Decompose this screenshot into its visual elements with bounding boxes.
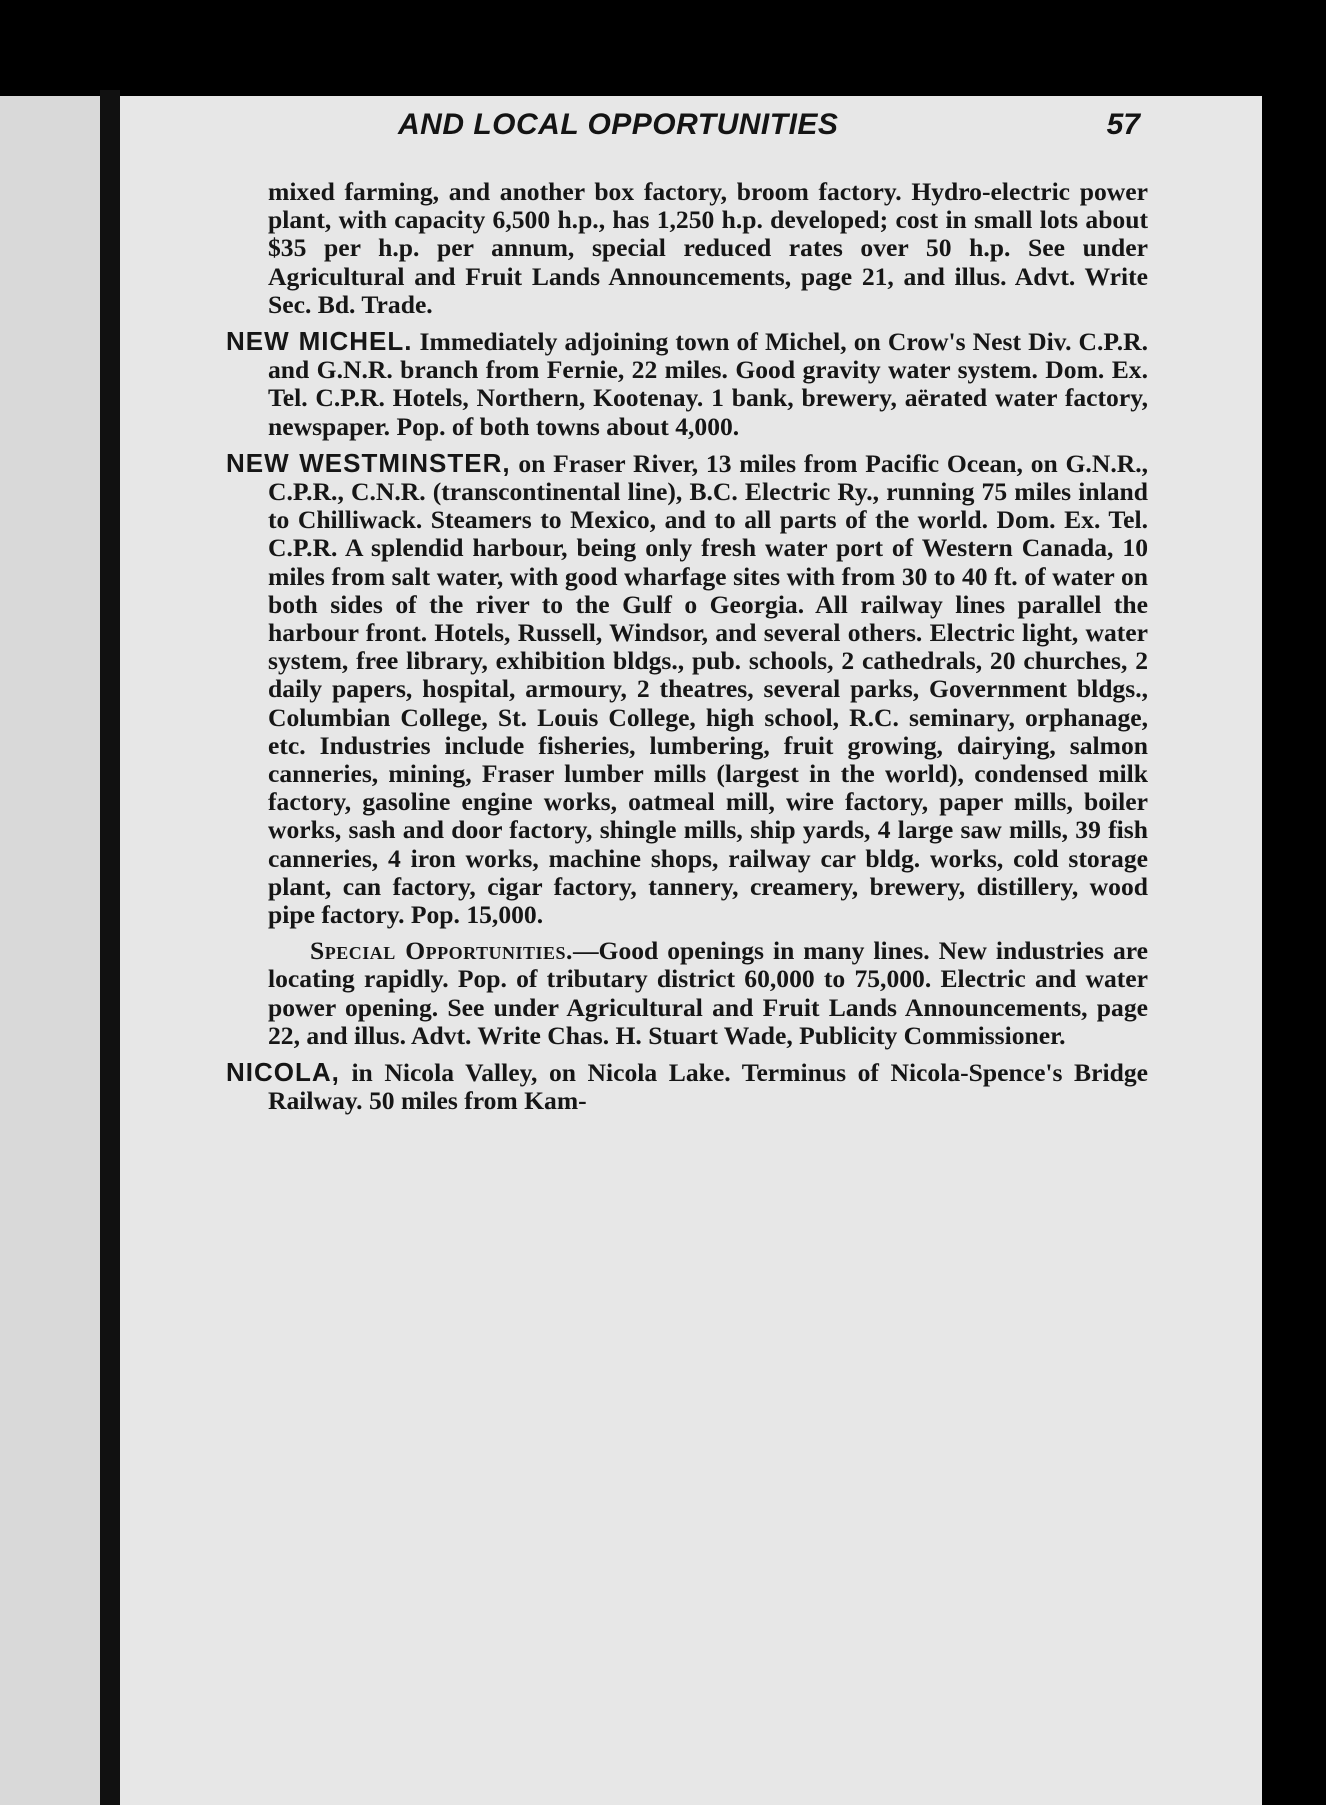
running-header (300, 108, 1140, 158)
entry-text: on Fraser River, 13 miles from Pacific Ocean, on G.N.R., C.P.R., C.N.R. (transcontinental line), B.C. Electric Ry., running 75 miles inland to Chilliwack. Steamers to Mexico, and to all parts of the world. Dom. Ex. Tel. C.P.R. A splendid harbour, being only fresh water port of Western Canada, 10 miles from salt water, with good wharfage sites with from 30 to 40 ft. of water on both sides of the river to the Gulf o Georgia. All railway lines parallel the harbour front. Hotels, Russell, Windsor, and several others. Electric light, water system, free library, exhibition bldgs., pub. schools, 2 cathedrals, 20 churches, 2 daily papers, hospital, armoury, 2 theatres, several parks, Government bldgs., Columbian College, St. Louis College, high school, R.C. seminary, orphanage, etc. Industries include fisheries, lumbering, fruit growing, dairying, salmon canneries, mining, Fraser lumber mills (largest in the world), condensed milk factory, gasoline engine works, oatmeal mill, wire factory, paper mills, boiler works, sash and door factory, shingle mills, ship yards, 4 large saw mills, 39 fish canneries, 4 iron works, machine shops, railway car bldg. works, cold storage plant, can factory, cigar factory, tannery, creamery, brewery, distillery, wood pipe factory. Pop. 15,000. (268, 448, 1148, 930)
entry-text: in Nicola Valley, on Nicola Lake. Terminus of Nicola-Spence's Bridge Railway. 50 miles from Kam- (268, 1058, 1148, 1116)
entry-text: Immediately adjoining town of Michel, on Crow's Nest Div. C.P.R. and G.N.R. branch from Fernie, 22 miles. Good gravity water system. Dom. Ex. Tel. C.P.R. Hotels, Northern, Kootenay. 1 bank, brewery, aërated water factory, newspaper. Pop. of both towns about 4,000. (268, 327, 1148, 441)
left-page-edge (0, 96, 100, 1805)
entry-heading: NEW WESTMINSTER, (226, 447, 511, 478)
page-body (226, 178, 1148, 1116)
entry-new-michel (226, 327, 1148, 441)
entry-heading: NICOLA, (226, 1057, 340, 1088)
entry-new-westminster (226, 449, 1148, 929)
subsection-text: —Good openings in many lines. New industries are locating rapidly. Pop. of tributary district 60,000 to 75,000. Electric and water power opening. See under Agricultural and Fruit Lands Announcements, page 22, and illus. Advt. Write Chas. H. Stuart Wade, Publicity Commissioner. (268, 936, 1149, 1050)
entry-heading: NEW MICHEL. (226, 326, 413, 357)
entry-nicola (226, 1058, 1148, 1115)
running-title: AND LOCAL OPPORTUNITIES (398, 108, 839, 141)
paragraph-text: mixed farming, and another box factory, broom factory. Hydro-electric power plant, with capacity 6,500 h.p., has 1,250 h.p. developed; cost in small lots about $35 per h.p. per annum, special reduced rates over 50 h.p. See under Agricultural and Fruit Lands Announcements, page 21, and illus. Advt. Write Sec. Bd. Trade. (268, 177, 1148, 319)
special-opportunities (226, 937, 1148, 1050)
continued-paragraph (226, 178, 1148, 319)
page-number: 57 (1106, 108, 1140, 141)
book-gutter (100, 90, 120, 1805)
subsection-heading: Special Opportunities. (310, 936, 573, 966)
